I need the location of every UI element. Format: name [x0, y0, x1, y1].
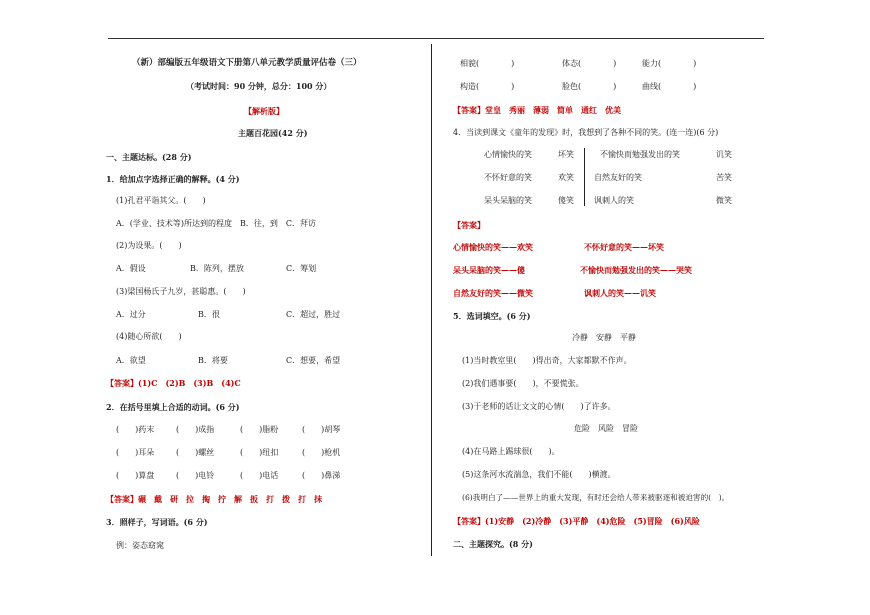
q1-s1: (1)孔君平诣其父。( ) [116, 196, 206, 205]
q2-cell: ( )药末 [116, 425, 155, 434]
q4-separator [584, 148, 585, 206]
q5-s6: (6)我明白了——世界上的重大发现，有时还会给人带来被驱逐和被迫害的( )。 [462, 493, 730, 502]
q4-left-word: 傻笑 [558, 196, 574, 205]
q1-s1-options: A．(学业、技术等)所达到的程度 B．往，到 C．拜访 [116, 219, 317, 228]
q1-answer: 【答案】(1)C (2)B (3)B (4)C [106, 378, 241, 388]
q4-answer: 自然友好的笑——微笑 [453, 288, 533, 298]
q1-s3-c: C．超过，胜过 [286, 310, 341, 319]
q3-item: 能力( ) [642, 59, 697, 68]
q2-cell: ( )成指 [176, 425, 215, 434]
q4-right-word: 微笑 [716, 196, 732, 205]
q1-s4-a: A．欲望 [116, 356, 146, 365]
q1-s2-b: B．陈列，摆放 [190, 264, 244, 273]
q4-right-word: 讥笑 [716, 150, 732, 159]
top-rule [108, 38, 764, 39]
q3-item: 构造( ) [460, 82, 515, 91]
q4-title: 4．当读到课文《童年的发现》时，我想到了各种不同的笑。(连一连)(6 分) [453, 128, 719, 137]
version-label: 【解析版】 [244, 106, 284, 116]
q4-answer-label: 【答案】 [453, 220, 485, 230]
q2-title: 2．在括号里填上合适的动词。(6 分) [106, 402, 240, 412]
q3-item: 脸色( ) [562, 82, 617, 91]
q1-s3-b: B．很 [198, 310, 220, 319]
q4-answer: 不愉快而勉强发出的笑——哭笑 [580, 265, 692, 275]
q3-example: 例：姿态窈窕 [116, 541, 164, 550]
q4-answer: 呆头呆脑的笑——傻 [453, 265, 525, 275]
q2-cell: ( )耳朵 [116, 448, 155, 457]
q5-s5: (5)这条河水流湍急，我们不能( )横渡。 [462, 470, 616, 479]
q2-cell: ( )纽扣 [240, 448, 279, 457]
q4-left-item: 不怀好意的笑 [484, 173, 532, 182]
q4-right-item: 自然友好的笑 [594, 173, 642, 182]
q1-s4-c: C．想要，希望 [286, 356, 341, 365]
q2-cell: ( )鼻涕 [302, 471, 341, 480]
q4-left-item: 心情愉快的笑 [484, 150, 532, 159]
q4-answer: 讽刺人的笑——讥笑 [584, 288, 656, 298]
part2-heading: 二、主题探究。(8 分) [453, 539, 533, 549]
q2-cell: ( )电铃 [176, 471, 215, 480]
section-title: 主题百花园(42 分) [238, 128, 308, 138]
q5-s4: (4)在马路上踢球很( )。 [462, 447, 560, 456]
q2-answer: 【答案】碾 戴 研 拉 掏 拧 解 扳 打 拨 打 抹 [106, 494, 322, 504]
q3-item: 相貌( ) [460, 59, 515, 68]
q2-cell: ( )螺丝 [176, 448, 215, 457]
q5-word-bank: 危险 风险 冒险 [574, 424, 638, 433]
q2-cell: ( )电话 [240, 471, 279, 480]
exam-info: （考试时间：90 分钟，总分：100 分） [186, 81, 332, 91]
q5-word-bank: 冷静 安静 平静 [572, 333, 636, 342]
q1-s2: (2)为设果。( ) [116, 241, 182, 250]
q1-title: 1．给加点字选择正确的解释。(4 分) [106, 174, 240, 184]
q3-title: 3．照样子，写词语。(6 分) [106, 517, 208, 527]
q2-cell: ( )胡琴 [302, 425, 341, 434]
q1-s2-a: A．假设 [116, 264, 146, 273]
q1-s4: (4)随心所欲( ) [116, 332, 182, 341]
q1-s2-c: C．筹划 [286, 264, 317, 273]
q5-answer: 【答案】(1)安静 (2)冷静 (3)平静 (4)危险 (5)冒险 (6)风险 [453, 516, 700, 526]
q4-right-item: 讽刺人的笑 [594, 196, 634, 205]
q2-cell: ( )脂粉 [240, 425, 279, 434]
q2-cell: ( )枪机 [302, 448, 341, 457]
q1-s4-b: B．将要 [198, 356, 228, 365]
q4-left-word: 坏笑 [558, 150, 574, 159]
column-divider [431, 44, 432, 556]
part1-heading: 一、主题达标。(28 分) [106, 152, 192, 162]
q3-item: 曲线( ) [642, 82, 697, 91]
q5-s1: (1)当时教室里( )得出奇，大家都默不作声。 [462, 356, 632, 365]
q4-answer: 不怀好意的笑——坏笑 [584, 242, 664, 252]
q5-s2: (2)我们遇事要( )，不要慌张。 [462, 379, 584, 388]
q2-cell: ( )算盘 [116, 471, 155, 480]
q3-item: 体态( ) [562, 59, 617, 68]
doc-title: （新）部编版五年级语文下册第八单元教学质量评估卷（三） [132, 58, 362, 68]
q4-left-item: 呆头呆脑的笑 [484, 196, 532, 205]
q4-right-item: 不愉快而勉强发出的笑 [600, 150, 680, 159]
q4-right-word: 苦笑 [716, 173, 732, 182]
q5-s3: (3)于老师的话让文文的心情( )了许多。 [462, 402, 616, 411]
q1-s3-a: A．过分 [116, 310, 146, 319]
q1-s3: (3)梁国杨氏子九岁，甚聪惠。( ) [116, 287, 246, 296]
q4-answer: 心情愉快的笑——欢笑 [453, 242, 533, 252]
q5-title: 5．选词填空。(6 分) [453, 311, 531, 321]
q4-left-word: 欢笑 [558, 173, 574, 182]
q3-answer: 【答案】堂皇 秀丽 薄弱 简单 通红 优美 [453, 105, 621, 115]
